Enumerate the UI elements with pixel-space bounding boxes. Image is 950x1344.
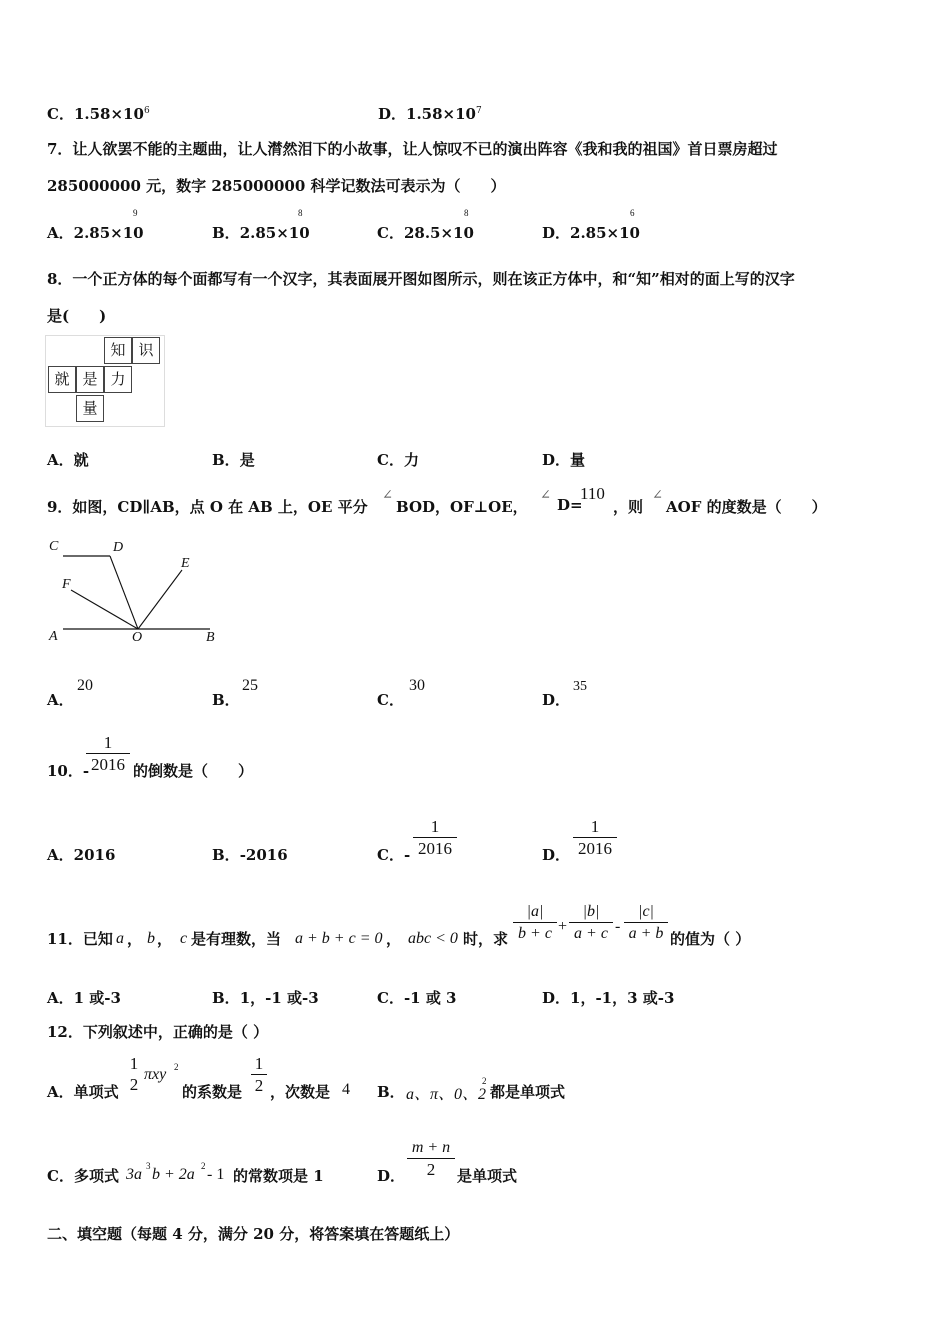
cube-net-figure [45, 335, 165, 427]
option-label: A． [47, 989, 74, 1007]
q11-fraction-1 [513, 902, 557, 945]
q9-option-b-label: B． [212, 691, 240, 709]
q9-option-d-label: D． [542, 691, 571, 709]
option-label: B． [212, 989, 240, 1007]
q10-option-b [212, 844, 288, 865]
fraction-denominator: a + b [628, 925, 664, 942]
option-value: -2016 [239, 846, 288, 864]
point-label-a: A [49, 629, 58, 644]
fraction-denominator: 2 [426, 1160, 436, 1179]
q11-plus: + [558, 918, 568, 935]
option-label: A． [47, 451, 74, 469]
q11-mid1: 是有理数，当 [191, 930, 282, 948]
fraction-numerator: m + n [411, 1139, 451, 1156]
fraction-numerator: |c| [638, 903, 654, 920]
line-od [110, 556, 138, 629]
q11-sep3: ， [386, 930, 402, 948]
q8-text-line2: 是( ) [47, 307, 107, 325]
q7-option-b [212, 222, 310, 243]
q12-b-exp: 2 [482, 1076, 487, 1086]
q7-option-a [47, 222, 144, 243]
net-cell-shi: 是 [76, 366, 104, 393]
q12-a-mid2: ，次数是 [270, 1083, 331, 1101]
option-value: -1 或 3 [403, 989, 457, 1007]
option-exponent: 7 [476, 106, 482, 116]
q9-text-c: D= [557, 496, 583, 514]
q10-suffix: 的倒数是（ ） [133, 762, 254, 780]
net-cell-jiu: 就 [48, 366, 76, 393]
net-cell-li: 力 [104, 366, 132, 393]
q12-d-suffix: 是单项式 [457, 1167, 518, 1185]
q7-option-d-exp: 6 [630, 208, 635, 218]
q9-d-value: 110 [580, 484, 605, 503]
angle-symbol: ∠ [540, 488, 551, 503]
option-value: 2016 [73, 846, 116, 864]
q8-option-b [212, 449, 255, 470]
fraction-numerator: 1 [129, 1054, 139, 1073]
section-2-title: 二、填空题（每题 4 分，满分 20 分，将答案填在答题纸上） [47, 1225, 460, 1243]
option-value: 量 [570, 451, 586, 469]
q11-cond2: abc < 0 [408, 930, 458, 947]
point-label-f: F [62, 577, 71, 592]
q6-option-c [47, 103, 150, 124]
q11-fraction-3 [624, 902, 668, 945]
option-label: B． [212, 846, 240, 864]
fraction-denominator: 2 [254, 1076, 264, 1095]
q7-option-d [542, 222, 640, 243]
q11-sep1: ， [127, 930, 143, 948]
q10-option-c-fraction [413, 817, 457, 860]
q9-option-a-label: A． [47, 691, 74, 709]
q7-option-b-exp: 8 [298, 208, 303, 218]
q12-c-expr2: b + 2a [152, 1166, 195, 1183]
q7-option-a-exp: 9 [133, 208, 138, 218]
q12-b-expr: a、π、0、2 [406, 1086, 487, 1103]
point-label-c: C [49, 539, 59, 554]
fraction-numerator: 1 [254, 1054, 264, 1073]
q12-option-a-label: A．单项式 [47, 1083, 119, 1101]
q9-text-b: BOD，OF⊥OE， [396, 498, 528, 516]
option-label: C． [377, 451, 404, 469]
fraction-denominator: a + c [574, 925, 608, 942]
q11-option-d [542, 987, 674, 1008]
q11-option-b [212, 987, 319, 1008]
option-exponent: 6 [143, 106, 150, 116]
option-value: 2.85×10 [570, 224, 640, 242]
q11-option-a [47, 987, 121, 1008]
q12-a-coef-fraction [251, 1054, 267, 1097]
q7-option-c-exp: 8 [464, 208, 469, 218]
option-label: D． [378, 105, 407, 123]
option-label: C． [47, 105, 74, 123]
option-value: 28.5×10 [403, 224, 474, 242]
q12-a-degree: 4 [342, 1081, 350, 1098]
option-value: 1 或-3 [73, 989, 121, 1007]
q8-option-c [377, 449, 419, 470]
q9-option-d-value: 35 [573, 679, 587, 694]
point-label-d: D [113, 540, 124, 555]
fraction-numerator: |b| [582, 903, 600, 920]
option-value: 就 [73, 451, 89, 469]
q10-prefix: 10．- [47, 762, 90, 780]
q12-c-suffix: 的常数项是 1 [233, 1167, 324, 1185]
q12-a-mid: 的系数是 [182, 1083, 243, 1101]
option-value: 1.58×10 [73, 105, 144, 123]
q12-c-expr1: 3a [126, 1166, 142, 1183]
net-cell-liang: 量 [76, 395, 104, 422]
q9-text-a: 9．如图，CD∥AB，点 O 在 AB 上，OE 平分 [47, 498, 368, 516]
option-label: A． [47, 224, 74, 242]
option-label: A． [47, 846, 74, 864]
fraction-numerator: 1 [430, 817, 440, 836]
option-label: B． [212, 451, 240, 469]
option-label: B． [212, 224, 240, 242]
option-value: 1，-1 或-3 [239, 989, 319, 1007]
line-oe [138, 570, 182, 629]
q11-var-a: a [116, 930, 124, 947]
net-cell-shi2: 识 [132, 337, 160, 364]
q11-suffix: 的值为（ ） [670, 930, 751, 948]
option-value: 1，-1，3 或-3 [570, 989, 675, 1007]
q11-fraction-2 [569, 902, 613, 945]
option-value: 2.85×10 [73, 224, 144, 242]
q7-text-line2: 285000000 元，数字 285000000 科学记数法可表示为（ ） [47, 177, 506, 195]
point-label-e: E [181, 556, 190, 571]
point-label-b: B [206, 630, 215, 645]
option-label: C． [377, 224, 404, 242]
q12-d-fraction [407, 1138, 455, 1181]
q11-mid2: 时，求 [463, 930, 509, 948]
q12-c-exp1: 3 [146, 1161, 151, 1171]
option-value: 1.58×10 [406, 105, 476, 123]
q12-b-suffix: 都是单项式 [490, 1083, 566, 1101]
q10-option-d-label: D． [542, 846, 571, 864]
q9-option-a-value: 20 [77, 677, 93, 694]
q11-var-c: c [180, 930, 188, 947]
angle-symbol: ∠ [652, 488, 663, 503]
option-label: D． [542, 451, 571, 469]
fraction-denominator: 2016 [91, 755, 125, 774]
net-cell-zhi: 知 [104, 337, 132, 364]
fraction-numerator: 1 [103, 733, 113, 752]
option-value: 是 [239, 451, 255, 469]
fraction-numerator: |a| [526, 903, 544, 920]
q12-a-exp: 2 [174, 1062, 179, 1072]
q9-text-d: ，则 [613, 498, 644, 516]
q8-text-line1: 8．一个正方体的每个面都写有一个汉字，其表面展开图如图所示，则在该正方体中，和“知”相对的面上写的汉字 [47, 270, 795, 288]
fraction-denominator: 2016 [578, 839, 612, 858]
q10-fraction [86, 733, 130, 776]
q10-option-c-label: C．- [377, 846, 411, 864]
q7-text-line1: 7．让人欲罢不能的主题曲，让人潸然泪下的小故事，让人惊叹不已的演出阵容《我和我的祖国》首日票房超过 [47, 140, 778, 158]
option-value: 2.85×10 [239, 224, 310, 242]
option-value: 力 [403, 451, 419, 469]
option-label: C． [377, 989, 404, 1007]
q12-a-term: πxy [144, 1066, 167, 1083]
q8-option-a [47, 449, 89, 470]
q11-minus: - [615, 918, 621, 935]
q11-prefix: 11．已知 [47, 930, 113, 948]
q10-option-d-fraction [573, 817, 617, 860]
fraction-denominator: b + c [518, 925, 552, 942]
q12-c-expr3: - 1 [207, 1166, 225, 1183]
fraction-denominator: 2016 [418, 839, 452, 858]
q11-sep2: ， [157, 930, 173, 948]
q12-c-exp2: 2 [201, 1161, 206, 1171]
q9-option-c-value: 30 [409, 677, 425, 694]
q6-option-d [378, 103, 482, 124]
q7-option-c [377, 222, 474, 243]
q12-a-fraction [124, 1054, 144, 1096]
option-label: D． [542, 989, 571, 1007]
q11-var-b: b [147, 930, 155, 947]
angle-symbol: ∠ [382, 488, 393, 503]
q9-option-b-value: 25 [242, 677, 258, 694]
q8-option-d [542, 449, 585, 470]
q9-option-c-label: C． [377, 691, 404, 709]
q12-option-d-label: D． [377, 1167, 406, 1185]
option-label: D． [542, 224, 571, 242]
q11-cond1: a + b + c = 0 [295, 930, 383, 947]
q11-option-c [377, 987, 457, 1008]
q9-text-e: AOF 的度数是（ ） [666, 498, 827, 516]
point-label-o: O [132, 630, 143, 645]
q12-option-b-label: B． [377, 1083, 405, 1101]
q10-option-a [47, 844, 115, 865]
fraction-denominator: 2 [129, 1075, 139, 1094]
q12-option-c-label: C．多项式 [47, 1167, 119, 1185]
q12-title: 12．下列叙述中，正确的是（ ） [47, 1023, 269, 1041]
fraction-numerator: 1 [590, 817, 600, 836]
line-of [71, 590, 138, 629]
